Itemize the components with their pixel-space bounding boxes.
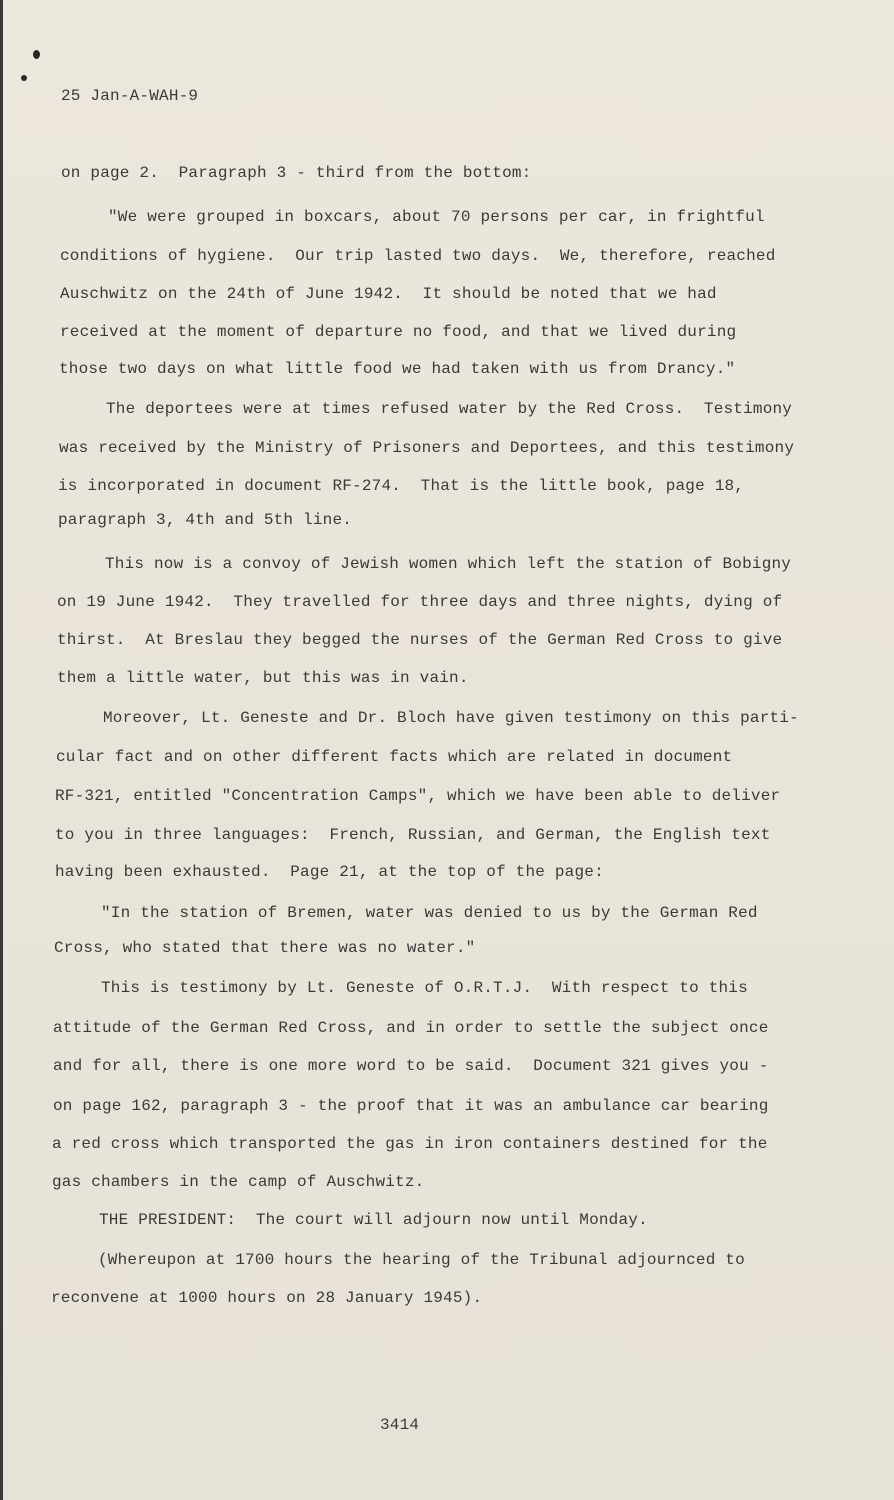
text-line: on page 162, paragraph 3 - the proof that it was an ambulance car bearing	[53, 1097, 769, 1115]
text-line: on page 2. Paragraph 3 - third from the bottom:	[61, 164, 532, 182]
text-line: on 19 June 1942. They travelled for three days and three nights, dying of	[57, 593, 783, 611]
text-line: Moreover, Lt. Geneste and Dr. Bloch have given testimony on this parti-	[103, 709, 799, 727]
text-line: Cross, who stated that there was no water."	[54, 939, 476, 957]
text-line: THE PRESIDENT: The court will adjourn now until Monday.	[99, 1211, 648, 1229]
text-line: received at the moment of departure no food, and that we lived during	[60, 323, 737, 341]
text-line: (Whereupon at 1700 hours the hearing of the Tribunal adjournced to	[98, 1251, 745, 1269]
text-line: attitude of the German Red Cross, and in order to settle the subject once	[53, 1019, 769, 1037]
text-line: This now is a convoy of Jewish women which left the station of Bobigny	[105, 555, 792, 573]
text-line: them a little water, but this was in vain.	[57, 669, 469, 687]
text-line: and for all, there is one more word to be said. Document 321 gives you -	[53, 1057, 769, 1075]
text-line: is incorporated in document RF-274. That is the little book, page 18,	[58, 477, 745, 495]
text-line: was received by the Ministry of Prisoners and Deportees, and this testimony	[59, 439, 795, 457]
text-line: to you in three languages: French, Russian, and German, the English text	[55, 826, 771, 844]
text-line: a red cross which transported the gas in iron containers destined for the	[52, 1135, 768, 1153]
text-line: "We were grouped in boxcars, about 70 persons per car, in frightful	[108, 208, 765, 226]
punch-mark	[21, 75, 27, 81]
text-line: reconvene at 1000 hours on 28 January 1945).	[51, 1289, 483, 1307]
page-number: 3414	[380, 1416, 420, 1434]
text-line: "In the station of Bremen, water was denied to us by the German Red	[101, 904, 758, 922]
text-line: those two days on what little food we had taken with us from Drancy."	[59, 360, 736, 378]
punch-mark	[33, 50, 40, 59]
document-header: 25 Jan-A-WAH-9	[61, 87, 199, 105]
text-line: Auschwitz on the 24th of June 1942. It should be noted that we had	[60, 285, 717, 303]
text-line: gas chambers in the camp of Auschwitz.	[52, 1173, 425, 1191]
text-line: having been exhausted. Page 21, at the top of the page:	[55, 863, 604, 881]
text-line: paragraph 3, 4th and 5th line.	[58, 511, 353, 529]
text-line: This is testimony by Lt. Geneste of O.R.T.J. With respect to this	[101, 979, 748, 997]
text-line: The deportees were at times refused water by the Red Cross. Testimony	[106, 400, 793, 418]
page-edge	[0, 0, 3, 1500]
text-line: conditions of hygiene. Our trip lasted two days. We, therefore, reached	[60, 247, 776, 265]
text-line: thirst. At Breslau they begged the nurses of the German Red Cross to give	[57, 631, 783, 649]
text-line: RF-321, entitled "Concentration Camps", which we have been able to deliver	[55, 787, 781, 805]
text-line: cular fact and on other different facts which are related in document	[56, 748, 733, 766]
